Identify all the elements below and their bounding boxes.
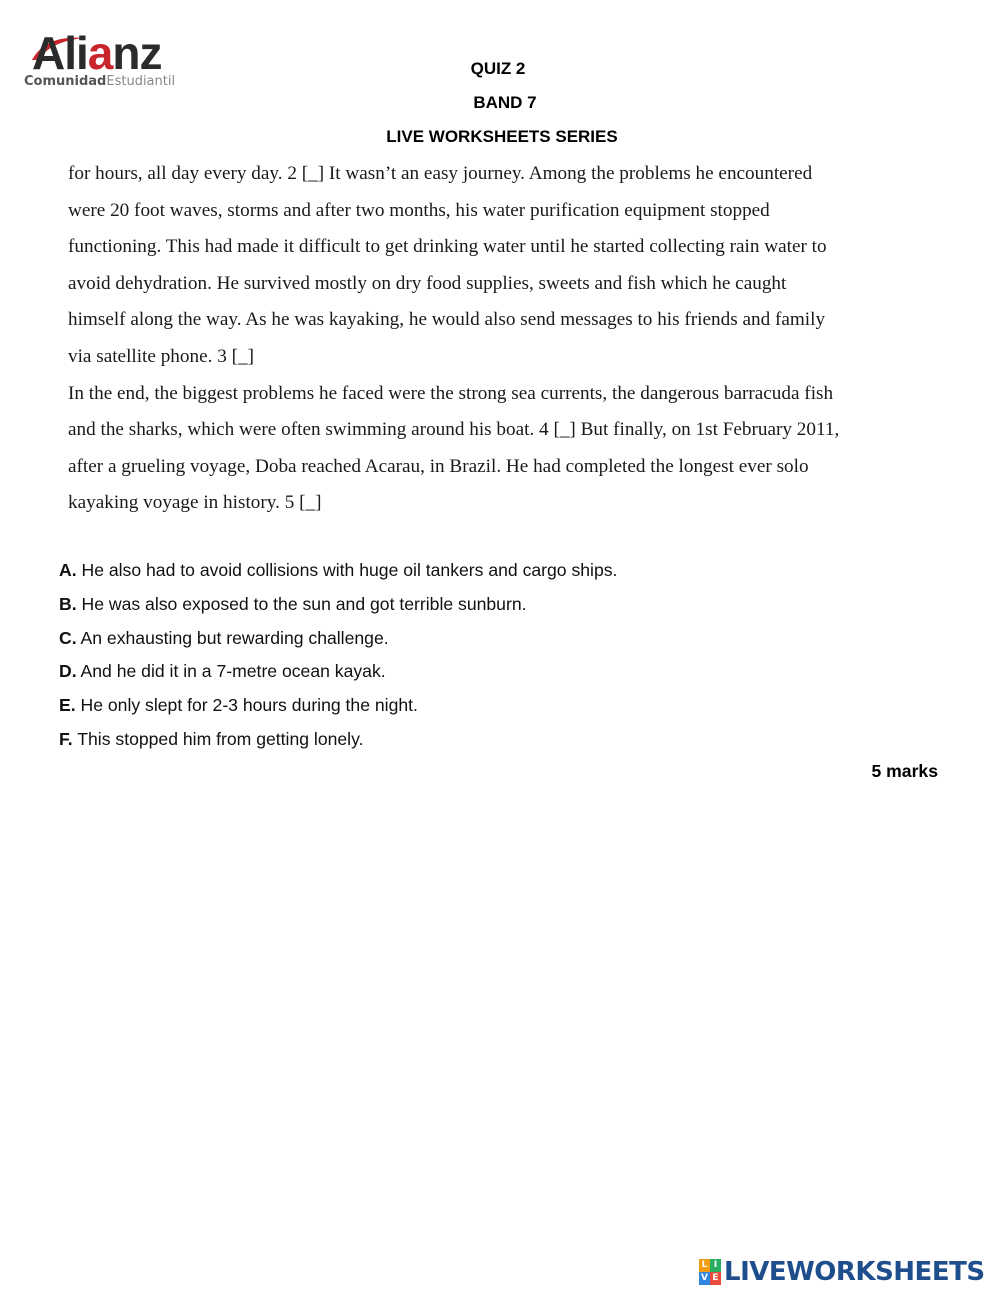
option-d <box>59 658 959 692</box>
passage-line: via satellite phone. 3 [_] <box>68 345 254 367</box>
logo-tile: L <box>699 1259 710 1272</box>
liveworksheets-logo-icon <box>699 1259 721 1285</box>
answer-options <box>59 557 959 760</box>
option-a <box>59 557 959 591</box>
option-text: And he did it in a 7-metre ocean kayak. <box>80 661 386 682</box>
option-letter: A. <box>59 560 77 580</box>
option-text: He also had to avoid collisions with huge oil tankers and cargo ships. <box>81 560 618 580</box>
liveworksheets-brand <box>699 1257 985 1287</box>
passage-line: functioning. This had made it difficult to get drinking water until he started collecting rain water to <box>68 236 827 258</box>
brand-wordmark: LIVEWORKSHEETS <box>724 1257 985 1287</box>
logo-tile: I <box>710 1259 721 1272</box>
option-letter: B. <box>59 593 77 614</box>
marks-label: 5 marks <box>871 761 938 781</box>
option-letter: C. <box>59 627 77 648</box>
passage-line: himself along the way. As he was kayaking, he would also send messages to his friends and family <box>68 309 826 331</box>
band-title: BAND 7 <box>473 93 537 112</box>
logo-tile: E <box>710 1272 721 1285</box>
option-b <box>59 591 959 625</box>
option-text: He was also exposed to the sun and got terrible sunburn. <box>81 593 527 614</box>
option-c <box>59 625 959 659</box>
quiz-title: QUIZ 2 <box>470 59 526 78</box>
passage-line: In the end, the biggest problems he faced were the strong sea currents, the dangerous barracuda fish <box>68 382 834 404</box>
logo-tagline: ComunidadEstudiantil <box>24 74 176 89</box>
option-letter: D. <box>59 661 77 682</box>
logo-wordmark: Alianz <box>32 27 162 79</box>
option-text: He only slept for 2-3 hours during the night. <box>80 695 418 716</box>
passage-line: and the sharks, which were often swimming around his boat. 4 [_] But finally, on 1st February 2011, <box>68 419 840 441</box>
option-e <box>59 692 959 726</box>
passage-line: kayaking voyage in history. 5 [_] <box>68 492 322 514</box>
option-text: An exhausting but rewarding challenge. <box>80 627 389 648</box>
passage-line: were 20 foot waves, storms and after two months, his water purification equipment stopped <box>68 199 770 221</box>
reading-passage <box>68 156 948 522</box>
passage-line: for hours, all day every day. 2 [_] It wasn’t an easy journey. Among the problems he encountered <box>68 163 813 184</box>
passage-line: avoid dehydration. He survived mostly on dry food supplies, sweets and fish which he caught <box>68 272 787 294</box>
option-letter: E. <box>59 695 76 716</box>
series-title: LIVE WORKSHEETS SERIES <box>386 127 618 146</box>
option-letter: F. <box>59 728 73 749</box>
passage-line: after a grueling voyage, Doba reached Acarau, in Brazil. He had completed the longest ever solo <box>68 455 809 477</box>
logo-tile: V <box>699 1272 710 1285</box>
option-text: This stopped him from getting lonely. <box>77 728 364 749</box>
option-f <box>59 726 959 760</box>
